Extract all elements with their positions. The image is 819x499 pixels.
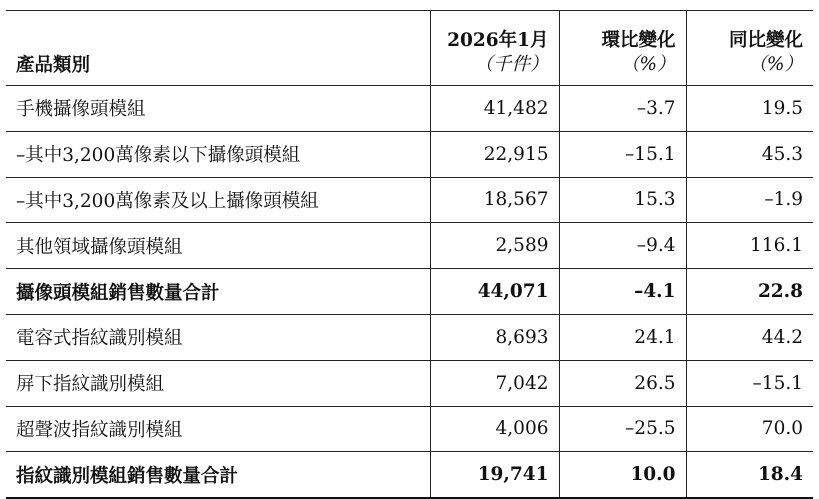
- row-label: 超聲波指紋識別模組: [6, 406, 430, 452]
- table-row: [6, 360, 813, 406]
- header-label: 產品類別: [16, 55, 91, 76]
- yoy-change-cell: 70.0: [686, 406, 813, 452]
- sales-quantity-cell: 18,567: [430, 177, 559, 223]
- table-row: [6, 131, 813, 177]
- sales-table: [6, 10, 813, 499]
- sales-quantity-cell: 41,482: [430, 86, 559, 132]
- sales-quantity-cell: 22,915: [430, 131, 559, 177]
- header-product-category: [6, 11, 430, 86]
- yoy-change-cell: 22.8: [686, 269, 813, 315]
- header-label: 同比變化: [728, 29, 803, 51]
- mom-change-cell: –4.1: [559, 269, 686, 315]
- row-label: –其中3,200萬像素以下攝像頭模組: [6, 131, 430, 177]
- yoy-change-cell: 19.5: [686, 86, 813, 132]
- mom-change-cell: 10.0: [559, 452, 686, 498]
- yoy-change-cell: 116.1: [686, 223, 813, 269]
- header-row: [6, 11, 813, 86]
- table-body: [6, 86, 813, 498]
- table-row: [6, 406, 813, 452]
- yoy-change-cell: 18.4: [686, 452, 813, 498]
- row-label: 屏下指紋識別模組: [6, 360, 430, 406]
- mom-change-cell: 26.5: [559, 360, 686, 406]
- sales-quantity-cell: 8,693: [430, 314, 559, 360]
- table-row: [6, 177, 813, 223]
- header-unit: （%）: [748, 53, 803, 75]
- yoy-change-cell: –1.9: [686, 177, 813, 223]
- table-row: [6, 86, 813, 132]
- header-yoy-change: [686, 11, 813, 86]
- table-total-row: [6, 269, 813, 315]
- row-label: 電容式指紋識別模組: [6, 314, 430, 360]
- mom-change-cell: –3.7: [559, 86, 686, 132]
- mom-change-cell: 15.3: [559, 177, 686, 223]
- row-label: 其他領域攝像頭模組: [6, 223, 430, 269]
- yoy-change-cell: –15.1: [686, 360, 813, 406]
- table-row: [6, 223, 813, 269]
- yoy-change-cell: 45.3: [686, 131, 813, 177]
- sales-quantity-cell: 2,589: [430, 223, 559, 269]
- header-month: [430, 11, 559, 86]
- header-mom-change: [559, 11, 686, 86]
- header-unit: （千件）: [474, 53, 549, 75]
- row-label: 手機攝像頭模組: [6, 86, 430, 132]
- header-unit: （%）: [620, 53, 676, 75]
- mom-change-cell: 24.1: [559, 314, 686, 360]
- sales-quantity-cell: 4,006: [430, 406, 559, 452]
- yoy-change-cell: 44.2: [686, 314, 813, 360]
- mom-change-cell: –9.4: [559, 223, 686, 269]
- row-label: –其中3,200萬像素及以上攝像頭模組: [6, 177, 430, 223]
- mom-change-cell: –15.1: [559, 131, 686, 177]
- header-label: 2026年1月: [447, 29, 549, 51]
- row-label: 攝像頭模組銷售數量合計: [6, 269, 430, 315]
- sales-quantity-cell: 7,042: [430, 360, 559, 406]
- table-row: [6, 314, 813, 360]
- sales-quantity-cell: 19,741: [430, 452, 559, 498]
- row-label: 指紋識別模組銷售數量合計: [6, 452, 430, 498]
- header-label: 環比變化: [601, 29, 676, 51]
- mom-change-cell: –25.5: [559, 406, 686, 452]
- table-total-row: [6, 452, 813, 498]
- sales-quantity-cell: 44,071: [430, 269, 559, 315]
